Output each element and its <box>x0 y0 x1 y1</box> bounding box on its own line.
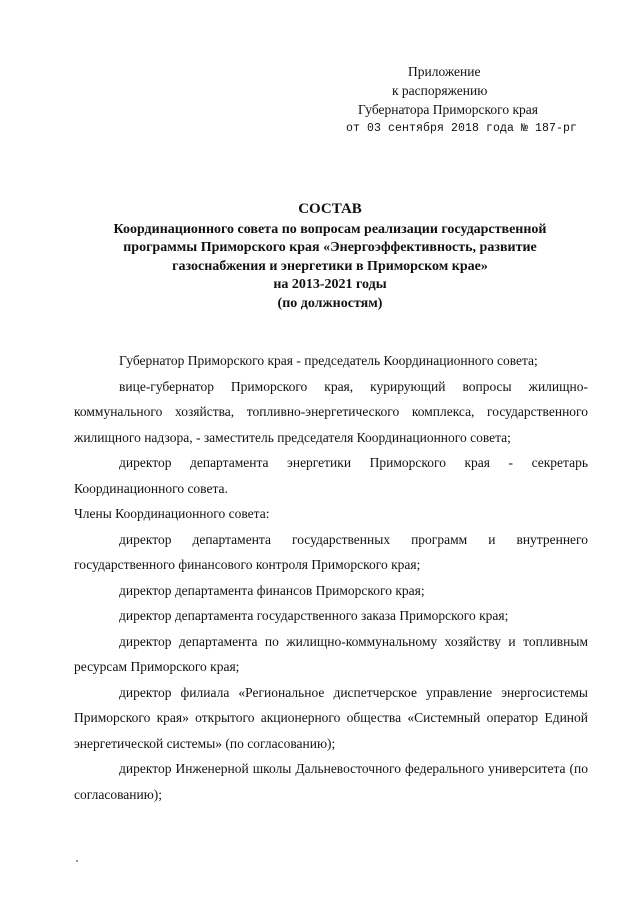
title-main: СОСТАВ <box>298 201 362 217</box>
title-line: Координационного совета по вопросам реализации государственной <box>113 221 547 237</box>
title-line: газоснабжения и энергетики в Приморском крае» <box>172 258 488 274</box>
appendix-title: Приложение <box>408 64 481 79</box>
member-item: директор филиала «Региональное диспетчерское управление энергосистемы Приморского края» открытого акционерного общества «Системный оператор Единой энергетической системы» (по согласованию); <box>74 684 588 751</box>
title-subtitle: (по должностям) <box>277 295 383 311</box>
member-item: директор департамента государственного заказа Приморского края; <box>119 608 509 623</box>
chairman-item: Губернатор Приморского края - председатель Координационного совета; <box>119 353 538 368</box>
appendix-reference: к распоряжению <box>392 83 488 98</box>
composition-list <box>74 348 588 807</box>
appendix-authority: Губернатора Приморского края <box>358 102 538 117</box>
title-period: на 2013-2021 годы <box>273 277 387 292</box>
deputy-chairman-item: вице-губернатор Приморского края, курирующий вопросы жилищно-коммунального хозяйства, топливно-энергетического комплекса, государственного жилищного надзора, - заместитель председателя Координационного совета; <box>74 378 588 445</box>
secretary-item: директор департамента энергетики Приморского края - секретарь Координационного совета. <box>74 455 588 496</box>
appendix-header <box>340 62 600 138</box>
member-item: директор департамента государственных программ и внутреннего государственного финансового контроля Приморского края; <box>74 531 588 572</box>
document-title <box>70 200 590 313</box>
title-line: программы Приморского края «Энергоэффективность, развитие <box>123 240 537 255</box>
appendix-order-number: от 03 сентября 2018 года № 187-рг <box>346 122 578 135</box>
member-item: директор Инженерной школы Дальневосточного федерального университета (по согласованию); <box>74 761 588 802</box>
member-item: директор департамента финансов Приморского края; <box>119 582 425 598</box>
members-heading: Члены Координационного совета: <box>74 506 270 521</box>
scan-speck <box>76 860 78 862</box>
member-item: директор департамента по жилищно-коммунальному хозяйству и топливным ресурсам Приморского края; <box>74 633 588 674</box>
